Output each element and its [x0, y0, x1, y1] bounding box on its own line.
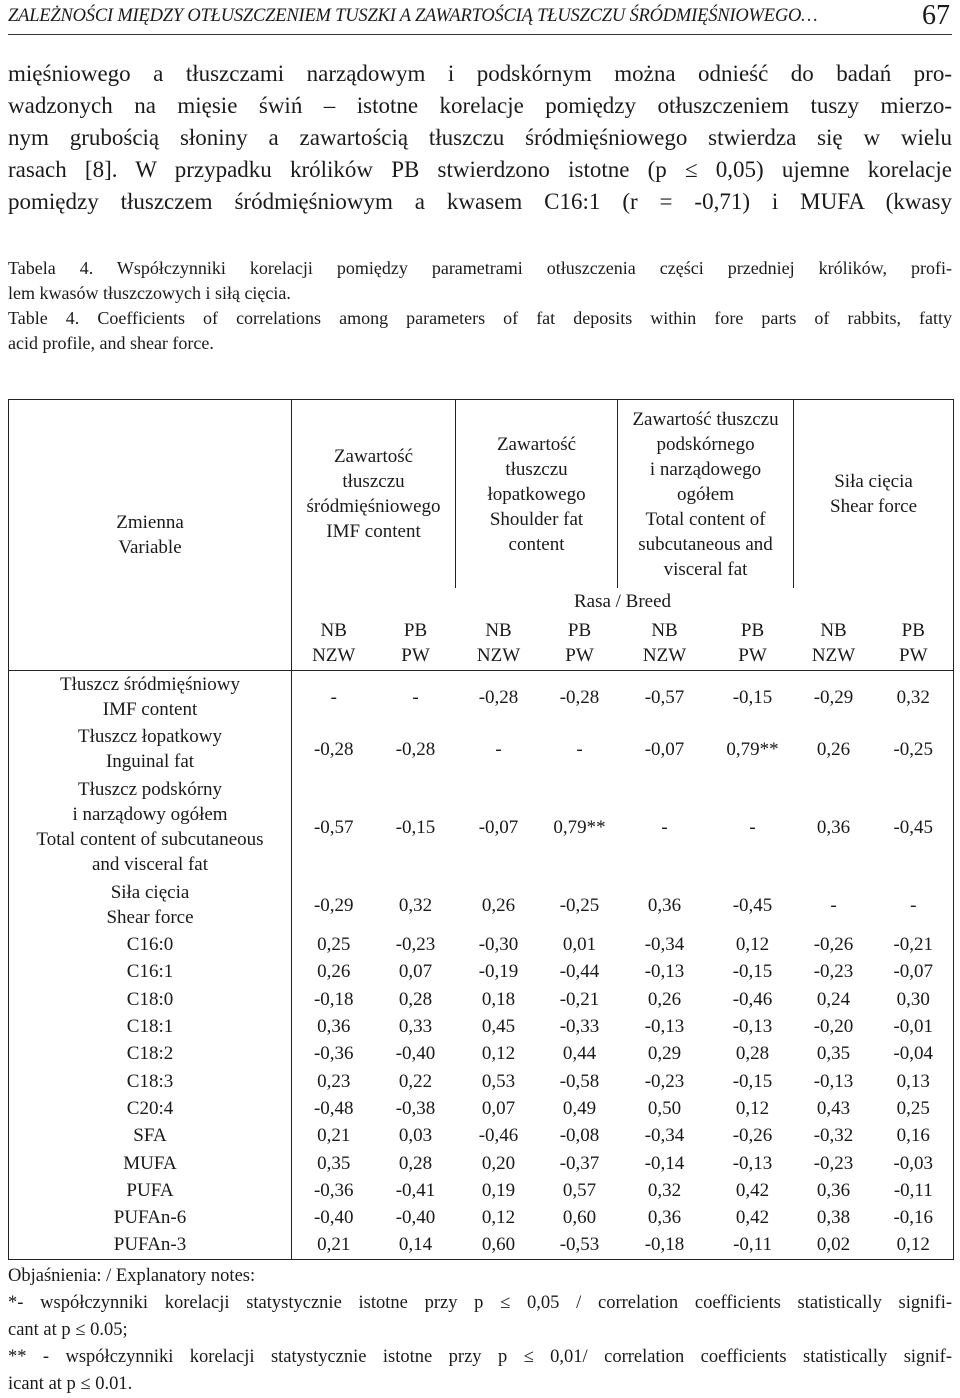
notes-line: ** - współczynniki korelacji statystycznie istotne przy p ≤ 0,01/ correlation coefficients statistically signif-: [8, 1347, 952, 1367]
row-label-line: PUFAn-6: [113, 1207, 187, 1229]
table-cell: 0,26: [317, 961, 351, 983]
table-row: [9, 1149, 954, 1176]
table-cell: -0,57: [313, 816, 354, 838]
header-row: [9, 400, 954, 589]
table-cell: -0,03: [893, 1152, 934, 1174]
row-label: [9, 931, 292, 958]
table-cell: -0,21: [893, 934, 934, 956]
row-label: [9, 1067, 292, 1094]
running-title: ZALEŻNOŚCI MIĘDZY OTŁUSZCZENIEM TUSZKI A ZAWARTOŚCIĄ TŁUSZCZU ŚRÓDMIĘŚNIOWEGO…: [8, 6, 818, 26]
table-row: [9, 1013, 954, 1040]
table-cell: 0,21: [317, 1125, 351, 1147]
table-cell: 0,24: [816, 988, 851, 1010]
table-cell: 0,36: [816, 816, 851, 838]
group-header-line: Total content of: [645, 508, 766, 530]
table-cell: 0,03: [398, 1125, 433, 1147]
table-row: [9, 723, 954, 775]
row-label-line: IMF content: [102, 699, 198, 720]
table-cell: 0,22: [398, 1070, 433, 1092]
table-cell: -0,25: [893, 738, 934, 760]
group-header: [794, 400, 954, 589]
table-cell: -0,13: [813, 1070, 854, 1092]
group-header-line: Siła cięcia: [834, 471, 913, 492]
notes-line: *- współczynniki korelacji statystycznie istotne przy p ≤ 0,05 / correlation coefficients statistically signifi-: [8, 1293, 952, 1313]
table-row: [9, 931, 954, 958]
body-line: nym grubością słoniny a zawartością tłuszczu śródmięśniowego stwierdza się w wielu: [8, 125, 952, 150]
group-header-line: content: [508, 533, 565, 555]
row-label: [9, 958, 292, 985]
table-row: [9, 1231, 954, 1259]
table-cell: -: [376, 671, 456, 724]
breed-code: NZW: [312, 645, 356, 666]
table-cell: -0,53: [559, 1234, 600, 1256]
table-cell: -0,15: [732, 1070, 773, 1092]
table-cell: 0,28: [398, 1152, 433, 1174]
row-label-line: C16:0: [126, 934, 174, 956]
row-label: [9, 775, 292, 879]
variable-header-line: Zmienna: [116, 512, 184, 533]
table-cell: -0,13: [732, 1016, 773, 1038]
table-cell: -0,14: [644, 1152, 685, 1174]
table-cell: -0,01: [893, 1016, 934, 1038]
table-cell: 0,36: [647, 1207, 682, 1229]
table-cell: -0,48: [313, 1097, 354, 1119]
table-cell: 0,21: [317, 1234, 351, 1256]
table-cell: 0,28: [398, 988, 433, 1010]
table-cell: -0,21: [559, 988, 600, 1010]
table-cell: 0,49: [562, 1097, 597, 1119]
table-cell: 0,60: [481, 1234, 516, 1256]
breed-code: PB: [740, 620, 765, 641]
row-label-line: C18:0: [126, 988, 174, 1010]
table-cell: -0,36: [313, 1043, 354, 1065]
table-cell: -0,16: [893, 1207, 934, 1229]
breed-code: NB: [320, 620, 347, 641]
table-cell: 0,42: [735, 1179, 770, 1201]
table-cell: -0,40: [395, 1043, 436, 1065]
table-cell: 0,12: [481, 1043, 516, 1065]
table-cell: -0,37: [559, 1152, 600, 1174]
row-label: [9, 1204, 292, 1231]
caption-pl-line: Tabela 4. Współczynniki korelacji pomiędzy parametrami otłuszczenia części przedniej królików, profi-: [8, 258, 952, 278]
table-cell: 0,28: [735, 1043, 770, 1065]
notes-line: icant at p ≤ 0.01.: [8, 1374, 133, 1394]
table-cell: 0,12: [735, 1097, 770, 1119]
table-cell: -0,28: [313, 738, 354, 760]
row-label-line: Siła cięcia: [110, 882, 190, 903]
row-label: [9, 1122, 292, 1149]
breed-code: NB: [820, 620, 847, 641]
body-line: wadzonych na mięsie świń – istotne korelacje pomiędzy otłuszczeniem tuszy mierzo-: [8, 93, 952, 118]
group-header: [292, 400, 456, 589]
table-cell: -0,33: [559, 1016, 600, 1038]
table-cell: -0,57: [618, 671, 712, 724]
table-cell: 0,29: [647, 1043, 682, 1065]
page-number: 67: [922, 0, 950, 31]
table-cell: -0,45: [893, 816, 934, 838]
table-cell: -0,44: [559, 961, 600, 983]
table-cell: -0,13: [644, 961, 685, 983]
row-label: [9, 1231, 292, 1259]
table-cell: -0,23: [813, 961, 854, 983]
table-cell: -0,23: [644, 1070, 685, 1092]
table-cell: 0,25: [896, 1097, 930, 1119]
row-label: [9, 671, 292, 724]
group-header-line: ogółem: [677, 483, 735, 505]
table-cell: -0,19: [478, 961, 519, 983]
table-cell: -0,32: [813, 1125, 854, 1147]
breed-code: NB: [651, 620, 678, 641]
row-label: [9, 1040, 292, 1067]
table-cell: 0,35: [816, 1043, 851, 1065]
row-label: [9, 986, 292, 1013]
table-cell: -0,13: [732, 1152, 773, 1174]
breed-column-header: [292, 614, 376, 671]
table-cell: -0,07: [478, 816, 519, 838]
table-cell: -0,15: [712, 671, 794, 724]
row-label: [9, 1013, 292, 1040]
row-label-line: Tłuszcz śródmięśniowy: [60, 674, 240, 695]
table-cell: 0,60: [562, 1207, 597, 1229]
group-header-line: Zawartość tłuszczu: [632, 408, 779, 430]
row-label: [9, 1095, 292, 1122]
table-cell: -: [910, 894, 917, 916]
table-cell: 0,30: [896, 988, 930, 1010]
notes-line: Objaśnienia: / Explanatory notes:: [8, 1266, 256, 1286]
table-cell: 0,36: [816, 1179, 851, 1201]
table-cell: -0,45: [732, 894, 773, 916]
correlation-table: [8, 399, 954, 1260]
group-header: [456, 400, 618, 589]
table-cell: 0,18: [481, 988, 516, 1010]
breed-code: NZW: [476, 645, 521, 666]
table-cell: -0,40: [313, 1207, 354, 1229]
variable-header-line: Variable: [118, 537, 182, 558]
table-row: [9, 1040, 954, 1067]
table-cell: -0,04: [893, 1043, 934, 1065]
table-cell: 0,01: [562, 934, 597, 956]
row-label-line: i narządowy ogółem: [72, 804, 228, 825]
row-label-line: C18:1: [126, 1016, 174, 1038]
row-label-line: C20:4: [126, 1097, 174, 1119]
group-header-line: śródmięśniowego: [306, 496, 441, 517]
table-cell: -0,28: [542, 671, 618, 724]
table-cell: -0,08: [559, 1125, 600, 1147]
row-label-line: Tłuszcz podskórny: [77, 779, 223, 800]
body-paragraph: [8, 58, 952, 218]
breed-column-header: [874, 614, 954, 671]
group-header-line: łopatkowego: [487, 483, 586, 505]
table-cell: 0,07: [481, 1097, 516, 1119]
table-cell: 0,50: [647, 1097, 682, 1119]
table-cell: -0,23: [395, 934, 436, 956]
table-cell: -: [749, 816, 756, 838]
table-cell: -0,41: [395, 1179, 436, 1201]
row-label-line: SFA: [133, 1125, 167, 1147]
table-cell: -0,40: [395, 1207, 436, 1229]
breed-column-header: [456, 614, 542, 671]
variable-header: [9, 400, 292, 671]
table-cell: 0,32: [874, 671, 954, 724]
table-cell: -0,26: [732, 1125, 773, 1147]
table-cell: 0,12: [896, 1234, 930, 1256]
table-cell: -0,30: [478, 934, 519, 956]
table-cell: -0,13: [644, 1016, 685, 1038]
table-row: [9, 775, 954, 879]
table-cell: -0,28: [395, 738, 436, 760]
table-cell: 0,20: [481, 1152, 516, 1174]
running-header: [8, 2, 952, 35]
row-label: [9, 1177, 292, 1204]
group-header-line: visceral fat: [663, 558, 748, 580]
breed-code: NZW: [642, 645, 687, 666]
table-cell: -0,38: [395, 1097, 436, 1119]
table-cell: 0,38: [816, 1207, 851, 1229]
table-cell: -0,26: [813, 934, 854, 956]
table-cell: -0,18: [644, 1234, 685, 1256]
table-cell: -: [661, 816, 668, 838]
row-label-line: Shear force: [106, 907, 194, 928]
breed-code: PB: [567, 620, 592, 641]
table-cell: -: [292, 671, 376, 724]
table-cell: -0,34: [644, 934, 685, 956]
table-cell: 0,43: [816, 1097, 851, 1119]
table-cell: -0,58: [559, 1070, 600, 1092]
table-cell: -0,07: [644, 738, 685, 760]
table-cell: 0,35: [317, 1152, 351, 1174]
explanatory-notes: [8, 1263, 952, 1398]
table-cell: 0,79**: [726, 738, 779, 760]
table-cell: -0,11: [893, 1179, 933, 1201]
row-label-line: PUFA: [126, 1179, 174, 1201]
table-cell: -0,29: [794, 671, 874, 724]
table-cell: -0,15: [395, 816, 436, 838]
breed-code: PB: [403, 620, 428, 641]
caption-pl-line: lem kwasów tłuszczowych i siłą cięcia.: [8, 283, 291, 303]
table-cell: 0,26: [647, 988, 682, 1010]
table-cell: 0,36: [647, 894, 682, 916]
table-cell: -0,46: [732, 988, 773, 1010]
table-cell: -0,28: [456, 671, 542, 724]
table-cell: -0,23: [813, 1152, 854, 1174]
row-label-line: C18:2: [126, 1043, 174, 1065]
group-header: [618, 400, 794, 589]
table-row: [9, 1122, 954, 1149]
table-cell: 0,26: [816, 738, 851, 760]
table-cell: -: [830, 894, 837, 916]
table-cell: -0,20: [813, 1016, 854, 1038]
breed-column-header: [376, 614, 456, 671]
row-label-line: and visceral fat: [91, 854, 209, 875]
row-label-line: MUFA: [123, 1152, 177, 1174]
row-label-line: C16:1: [126, 961, 174, 983]
group-header-line: Zawartość: [496, 433, 577, 455]
row-label: [9, 723, 292, 775]
table-cell: 0,53: [481, 1070, 516, 1092]
table-cell: -0,36: [313, 1179, 354, 1201]
caption-en-line: Table 4. Coefficients of correlations among parameters of fat deposits within fore parts of rabbits, fatty: [8, 308, 952, 328]
breed-code: PW: [738, 645, 767, 666]
table-cell: -0,11: [733, 1234, 772, 1256]
row-label-line: Tłuszcz łopatkowy: [77, 726, 223, 747]
breed-column-header: [618, 614, 712, 671]
table-cell: -0,34: [644, 1125, 685, 1147]
group-header-line: Zawartość: [333, 446, 414, 467]
body-line: pomiędzy tłuszczem śródmięśniowym a kwasem C16:1 (r = -0,71) i MUFA (kwasy: [8, 189, 952, 214]
table-row: [9, 1177, 954, 1204]
group-header-line: IMF content: [326, 521, 421, 542]
table-cell: 0,12: [481, 1207, 516, 1229]
table-cell: 0,36: [317, 1016, 351, 1038]
table-cell: 0,32: [647, 1179, 682, 1201]
table-cell: 0,02: [816, 1234, 851, 1256]
table-cell: 0,23: [317, 1070, 351, 1092]
group-header-line: Shear force: [830, 496, 918, 517]
row-label-line: Total content of subcutaneous: [36, 829, 264, 850]
table-cell: -0,25: [559, 894, 600, 916]
table-row: [9, 1095, 954, 1122]
table-cell: -0,29: [313, 894, 354, 916]
table-cell: -0,18: [313, 988, 354, 1010]
caption-en-line: acid profile, and shear force.: [8, 333, 214, 353]
table-cell: -: [495, 738, 502, 760]
table-cell: 0,25: [317, 934, 351, 956]
group-header-line: tłuszczu: [505, 458, 568, 480]
table-cell: 0,19: [481, 1179, 516, 1201]
row-label-line: Inguinal fat: [105, 751, 195, 772]
table-row: [9, 671, 954, 724]
row-label-line: C18:3: [126, 1070, 174, 1092]
table-cell: 0,07: [398, 961, 433, 983]
table-cell: 0,79**: [553, 816, 606, 838]
table-row: [9, 879, 954, 931]
table-cell: 0,13: [896, 1070, 930, 1092]
table-row: [9, 986, 954, 1013]
table-cell: 0,44: [562, 1043, 597, 1065]
table-cell: -0,46: [478, 1125, 519, 1147]
notes-line: cant at p ≤ 0.05;: [8, 1320, 128, 1340]
table-cell: -0,07: [893, 961, 934, 983]
group-header-line: subcutaneous and: [638, 533, 773, 555]
row-label: [9, 879, 292, 931]
table-row: [9, 1204, 954, 1231]
breed-code: NB: [485, 620, 512, 641]
table-cell: 0,14: [398, 1234, 433, 1256]
breed-column-header: [794, 614, 874, 671]
body-line: mięśniowego a tłuszczami narządowym i podskórnym można odnieść do badań pro-: [8, 61, 952, 86]
table-row: [9, 1067, 954, 1094]
table-cell: -0,15: [732, 961, 773, 983]
breed-label: Rasa / Breed: [573, 590, 672, 612]
table-cell: 0,16: [896, 1125, 930, 1147]
row-label-line: PUFAn-3: [113, 1234, 187, 1256]
table-cell: 0,42: [735, 1207, 770, 1229]
table-cell: 0,26: [481, 894, 516, 916]
breed-code: PW: [401, 645, 430, 666]
group-header-line: Shoulder fat: [489, 508, 584, 530]
table-cell: 0,12: [735, 934, 770, 956]
group-header-line: tłuszczu: [342, 471, 405, 492]
breed-column-header: [712, 614, 794, 671]
table-cell: 0,57: [562, 1179, 597, 1201]
breed-code: NZW: [811, 645, 856, 666]
table-cell: 0,32: [398, 894, 433, 916]
group-header-line: i narządowego: [649, 458, 762, 480]
table-cell: -: [576, 738, 583, 760]
table-cell: 0,45: [481, 1016, 516, 1038]
table-cell: 0,33: [398, 1016, 433, 1038]
table-caption: [8, 256, 952, 356]
body-line: rasach [8]. W przypadku królików PB stwierdzono istotne (p ≤ 0,05) ujemne korelacje: [8, 157, 952, 182]
group-header-line: podskórnego: [656, 433, 755, 455]
breed-code: PW: [565, 645, 594, 666]
breed-column-header: [542, 614, 618, 671]
row-label: [9, 1149, 292, 1176]
table-row: [9, 958, 954, 985]
breed-code: PB: [901, 620, 925, 641]
breed-code: PW: [899, 645, 928, 666]
